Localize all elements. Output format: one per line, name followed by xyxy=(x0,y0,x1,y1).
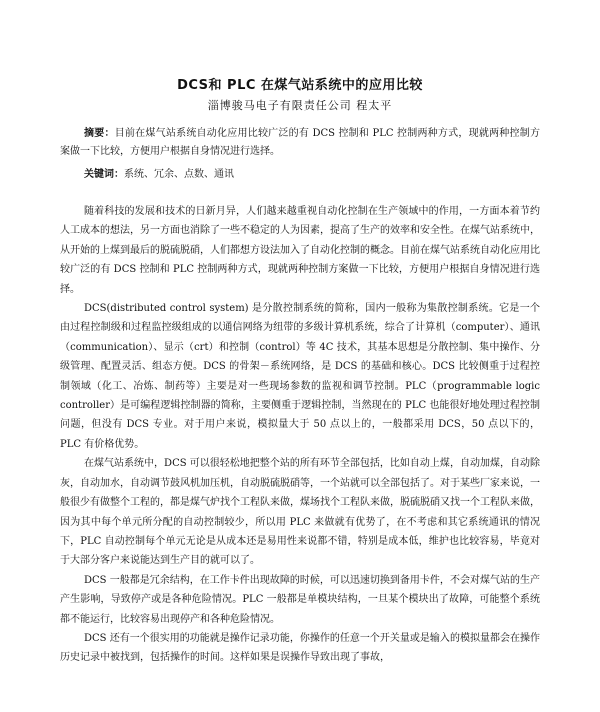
keywords-label: 关键词： xyxy=(84,169,124,180)
paragraph: DCS(distributed control system) 是分散控制系统的简称，国内一般称为集散控制系统。它是一个由过程控制级和过程监控级组成的以通信网络为纽带的多级计算机系统，综合了计算机（computer）、通讯（communication）、显示（crt）和控制（control）等 4C 技术，其基本思想是分散控制、集中操作、分级管理、配置灵活、组态方便。DCS 的骨架－系统网络，是 DCS 的基础和核心。DCS 比较侧重于过程控制领域（化工、冶炼、制药等）主要是对一些现场参数的监视和调节控制。PLC（programmable logic controller）是可编程逻辑控制器的简称，主要侧重于逻辑控制，当然现在的 PLC 也能很好地处理过程控制问题，但没有 DCS 专业。对于用户来说，模拟量大于 50 点以上的，一般都采用 DCS，50 点以下的，PLC 有价格优势。 xyxy=(60,303,540,450)
abstract-text: 目前在煤气站系统自动化应用比较广泛的有 DCS 控制和 PLC 控制两种方式，现就两种控制方案做一下比较，方便用户根据自身情况进行选择。 xyxy=(60,128,540,157)
paragraph: DCS 一般都是冗余结构，在工作卡件出现故障的时候，可以迅速切换到备用卡件，不会对煤气站的生产产生影响，导致停产或是各种危险情况。PLC 一般都是单模块结构，一旦某个模块出了故障，可能整个系统都不能运行，比较容易出现停产和各种危险情况。 xyxy=(60,574,540,625)
paragraph: 在煤气站系统中，DCS 可以很轻松地把整个站的所有环节全部包括，比如自动上煤，自动加煤，自动除灰，自动加水，自动调节鼓风机加压机，自动脱硫脱硝等，一个站就可以全部包括了。对于某些厂家来说，一般很少有做整个工程的，都是煤气炉找个工程队来做，煤场找个工程队来做，脱硫脱硝又找一个工程队来做，因为其中每个单元所分配的自动控制较少，所以用 PLC 来做就有优势了，在不考虑和其它系统通讯的情况下，PLC 自动控制每个单元无论是从成本还是易用性来说都不错，特别是成本低，维护也比较容易，毕竟对于大部分客户来说能达到生产目的就可以了。 xyxy=(60,458,540,567)
page-title: DCS和 PLC 在煤气站系统中的应用比较 xyxy=(177,78,423,93)
keywords-text: 系统、冗余、点数、通讯 xyxy=(124,169,234,180)
keywords xyxy=(84,166,234,184)
body-text xyxy=(60,202,540,668)
abstract-label: 摘要： xyxy=(84,128,115,139)
paragraph: 随着科技的发展和技术的日新月异，人们越来越重视自动化控制在生产领域中的作用，一方面本着节约人工成本的想法，另一方面也消除了一些不稳定的人为因素，提高了生产的效率和安全性。在煤气站系统中，从开始的上煤到最后的脱硫脱硝，人们都想方设法加入了自动化控制的概念。目前在煤气站系统自动化应用比较广泛的有 DCS 控制和 PLC 控制两种方式，现就两种控制方案做一下比较，方便用户根据自身情况进行选择。 xyxy=(60,206,540,295)
author-line: 淄博骏马电子有限责任公司 程太平 xyxy=(207,99,393,112)
paragraph: DCS 还有一个很实用的功能就是操作记录功能，你操作的任意一个开关量或是输入的模拟量都会在操作历史记录中被找到，包括操作的时间。这样如果是误操作导致出现了事故， xyxy=(60,632,540,664)
abstract xyxy=(60,125,540,161)
